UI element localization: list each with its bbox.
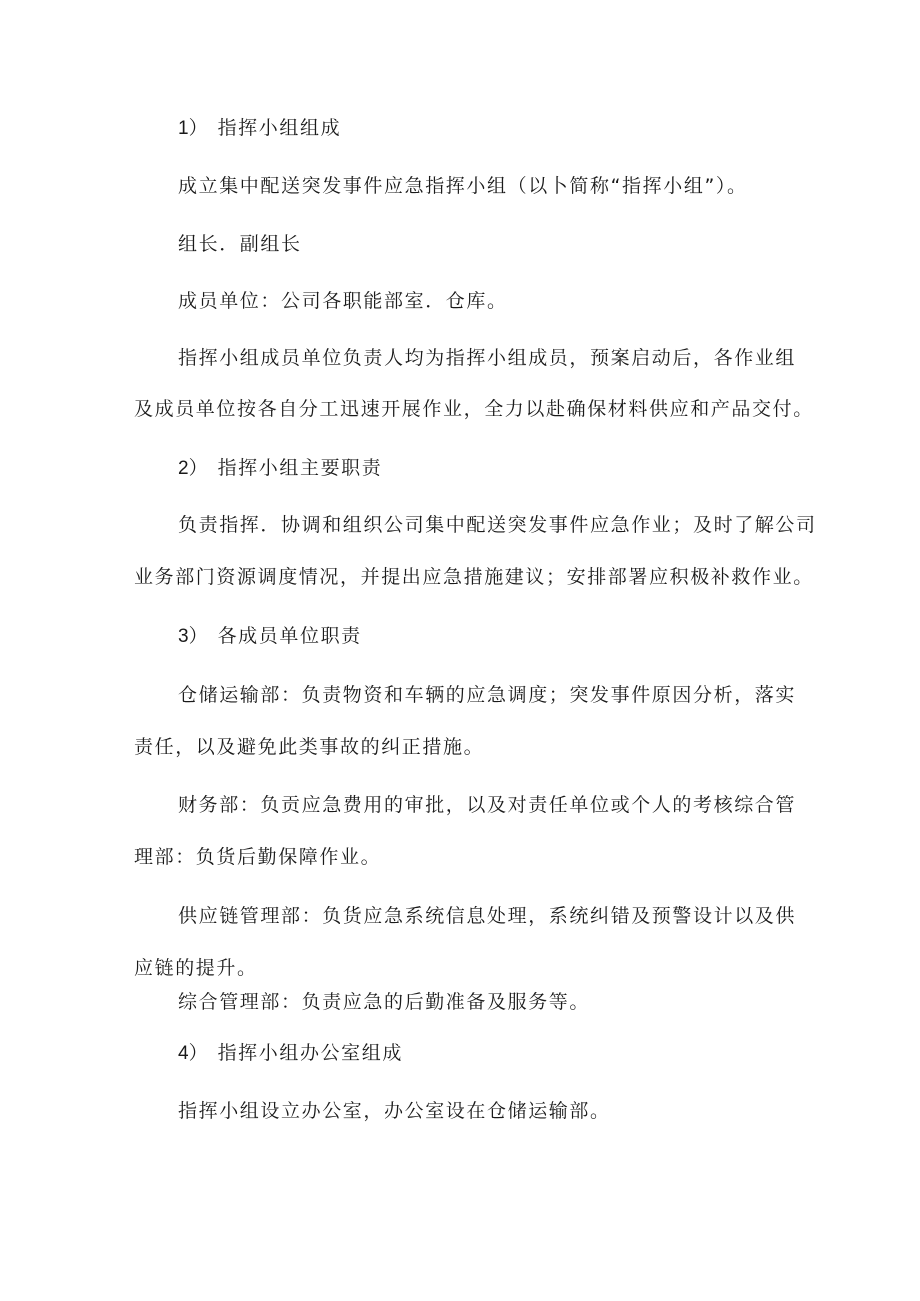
heading-1-number: 1） (178, 118, 208, 139)
paragraph-general: 综合管理部：负责应急的后勤准备及服务等。 (178, 991, 591, 1013)
paragraph-storage-line-2: 责任，以及避免此类事故的纠正措施。 (134, 736, 485, 758)
paragraph-finance-line-2: 理部：负货后勤保障作业。 (134, 846, 382, 868)
heading-2-text: 指挥小组主要职责 (217, 457, 383, 479)
heading-2-number: 2） (178, 458, 208, 479)
paragraph-office: 指挥小组设立办公室，办公室设在仓储运输部。 (178, 1100, 611, 1122)
paragraph-supply-line-1: 供应链管理部：负货应急系统信息处理，系统纠错及预警设计以及供 (178, 905, 797, 927)
heading-3-number: 3） (178, 626, 208, 647)
paragraph-members: 成员单位：公司各职能部室．仓库。 (178, 290, 508, 312)
paragraph-leader: 组长．副组长 (178, 233, 302, 255)
heading-4-text: 指挥小组办公室组成 (217, 1042, 403, 1064)
heading-4 (178, 1041, 403, 1066)
paragraph-duty-line-1: 负责指挥．协调和组织公司集中配送突发事件应急作业；及时了解公司 (178, 514, 817, 536)
heading-1 (178, 116, 341, 141)
paragraph-responsibility-line-1: 指挥小组成员单位负责人均为指挥小组成员，预案启动后，各作业组 (178, 347, 797, 369)
paragraph-duty-line-2: 业务部门资源调度情况，并提出应急措施建议；安排部署应积极补救作业。 (134, 566, 814, 588)
paragraph-finance-line-1: 财务部：负贡应急费用的审批，以及对责任单位或个人的考核综合管 (178, 794, 797, 816)
heading-1-text: 指挥小组组成 (217, 117, 342, 139)
paragraph-establish: 成立集中配送突发事件应急指挥小组（以卜简称“指挥小组”）。 (178, 175, 748, 197)
paragraph-supply-line-2: 应链的提升。 (134, 957, 258, 979)
heading-2 (178, 456, 382, 481)
paragraph-responsibility-line-2: 及成员单位按各自分工迅速开展作业，全力以赴确保材料供应和产品交付。 (134, 398, 814, 420)
heading-3-text: 各成员单位职责 (217, 625, 362, 647)
paragraph-storage-line-1: 仓储运输部：负责物资和车辆的应急调度；突发事件原因分析，落实 (178, 684, 797, 706)
heading-3 (178, 624, 362, 649)
heading-4-number: 4） (178, 1043, 208, 1064)
